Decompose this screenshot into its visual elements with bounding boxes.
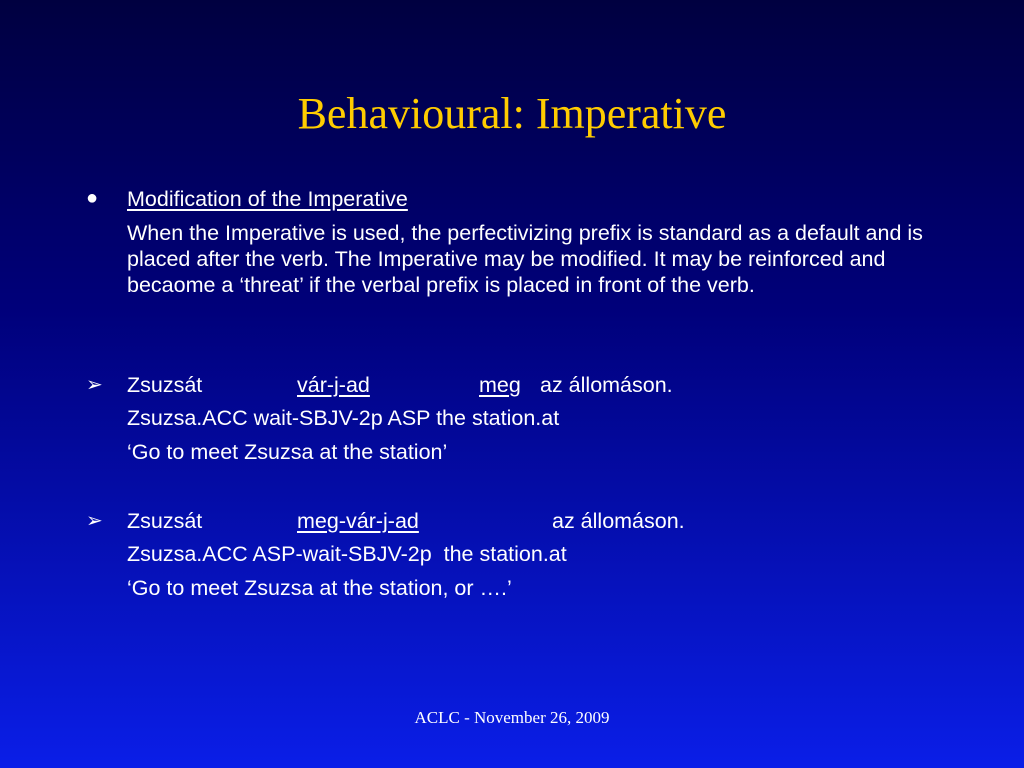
example2-arrow-icon: ➢ <box>86 510 103 532</box>
example2-word-subject: Zsuzsát <box>127 509 203 533</box>
example1-arrow-icon: ➢ <box>86 374 103 396</box>
bullet-heading: Modification of the Imperative <box>127 187 408 211</box>
example1-translation: ‘Go to meet Zsuzsa at the station’ <box>127 440 448 464</box>
bullet-paragraph: When the Imperative is used, the perfectivizing prefix is standard as a default and is placed after the verb. The Imperative may be modified. It may be reinforced and becaome a ‘threat’ if the verbal prefix is placed in front of the verb. <box>127 221 923 297</box>
example1-word-prefix: meg <box>479 373 521 397</box>
example1-gloss: Zsuzsa.ACC wait-SBJV-2p ASP the station.at <box>127 406 560 430</box>
example1-word-subject: Zsuzsát <box>127 373 203 397</box>
example1-word-verb: vár-j-ad <box>297 373 370 397</box>
example2-translation: ‘Go to meet Zsuzsa at the station, or ….’ <box>127 576 512 600</box>
bullet-marker: ● <box>86 187 99 209</box>
example1-word-location: az állomáson. <box>540 373 673 397</box>
example2-gloss: Zsuzsa.ACC ASP-wait-SBJV-2p the station.at <box>127 542 567 566</box>
slide-footer: ACLC - November 26, 2009 <box>414 708 610 727</box>
example2-word-verb: meg-vár-j-ad <box>297 509 419 533</box>
slide-title: Behavioural: Imperative <box>297 89 727 138</box>
example2-word-location: az állomáson. <box>552 509 685 533</box>
